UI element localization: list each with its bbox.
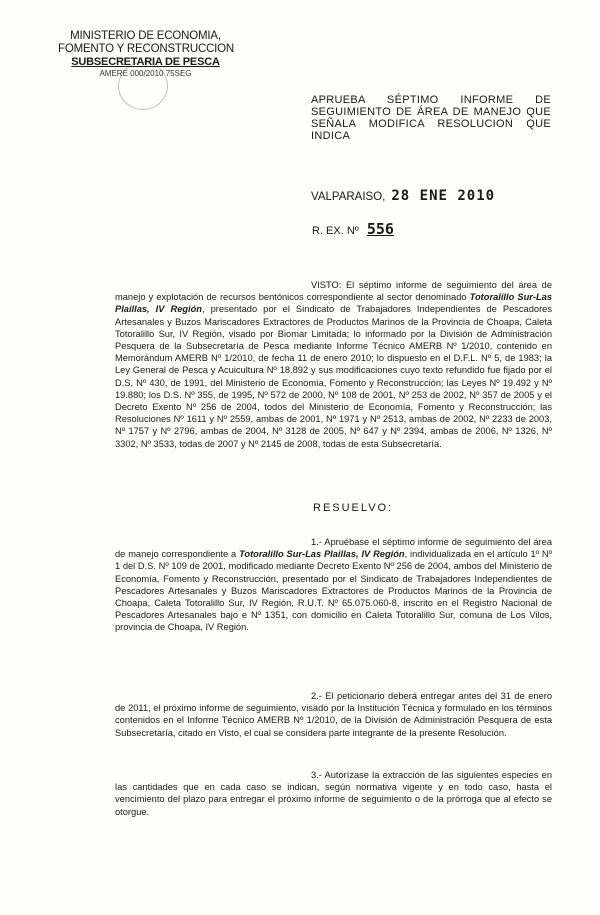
resuelvo-heading: RESUELVO:: [313, 502, 394, 514]
resolution-title: APRUEBA SÉPTIMO INFORME DE SEGUIMIENTO DE ÁREA DE MANEJO QUE SEÑALA MODIFICA RESOLUCION QUE INDICA: [311, 94, 551, 142]
article-2: 2.- El peticionario deberá entregar antes del 31 de enero de 2011, el próximo informe de seguimiento, visado por la Institución Técnica y formulado en los términos contenidos en el Informe Técnico AMERB Nº 1/2010, de la División de Administración Pesquera de esta Subsecretaría, citado en Visto, el cual se considera parte integrante de la presente Resolución.: [115, 691, 552, 738]
resolution-number: 556: [366, 220, 394, 238]
subsecretaria-line: SUBSECRETARIA DE PESCA: [71, 56, 220, 68]
area-name-2: Totoralillo Sur-Las Plaillas, IV Región: [239, 549, 405, 560]
seal-stamp-icon: [118, 62, 168, 110]
ministry-line: MINISTERIO DE ECONOMIA,: [70, 30, 221, 42]
date-stamp: 28 ENE 2010: [391, 188, 496, 204]
ministry-line-2: FOMENTO Y RECONSTRUCCION: [58, 43, 235, 55]
area-name: Totoralillo Sur-Las Plaillas, IV Región: [115, 292, 552, 315]
reference-code: AMERE 000/2010 75SEG: [99, 69, 192, 78]
article-3: 3.- Autorízase la extracción de las siguientes especies en las cantidades que en cada caso se indican, según normativa vigente y en todo caso, hasta el vencimiento del plazo para entregar el próximo informe de seguimiento o de la prórroga que al efecto se otorgue.: [115, 770, 552, 817]
date-line: [311, 188, 495, 204]
resolution-label: R. EX. Nº: [312, 225, 359, 237]
visto-paragraph: VISTO: El séptimo informe de seguimiento del área de manejo y explotación de recursos bentónicos correspondiente al sector denominado Totoralillo Sur-Las Plaillas, IV Región, presentado por el Sindicato de Trabajadores Independientes de Pescadores Artesanales y Buzos Mariscadores Extractores de Productos Marinos de la Provincia de Choapa, Caleta Totoralillo Sur, IV Región, visado por Biomar Limitada; lo informado por la División de Administración Pesquera de la Subsecretaría de Pesca mediante Informe Técnico AMERB Nº 1/2010, contenido en Memorándum AMERB Nº 1/2010, de fecha 11 de enero 2010; lo dispuesto en el D.F.L. Nº 5, de 1983; la Ley General de Pesca y Acuicultura Nº 18.892 y sus modificaciones cuyo texto refundido fue fijado por el D.S. Nº 430, de 1991, del Ministerio de Economía, Fomento y Reconstrucción; las Leyes Nº 19.492 y Nº 19.880; los D.S. Nº 355, de 1995, Nº 572 de 2000, Nº 108 de 2001, Nº 253 de 2002, Nº 357 de 2005 y el Decreto Exento Nº 256 de 2004, todos del Ministerio de Economía, Fomento y Reconstrucción; las Resoluciones Nº 1611 y Nº 2559, ambas de 2001, Nº 1971 y Nº 2513, ambas de 2002, Nº 2233 de 2003, Nº 1757 y Nº 2796, ambas de 2004, Nº 3128 de 2005, Nº 647 y Nº 2394, ambas de 2006, Nº 1326, Nº 3302, Nº 3533, todas de 2007 y Nº 2145 de 2008, todas de esta Subsecretaría.: [115, 280, 552, 449]
date-place: VALPARAISO,: [311, 191, 386, 203]
resolution-number-line: [312, 220, 394, 238]
article-1: 1.- Apruébase el séptimo informe de seguimiento del área de manejo correspondiente a Totoralillo Sur-Las Plaillas, IV Región, individualizada en el artículo 1º Nº 1 del D.S. Nº 109 de 2001, modificado mediante Decreto Exento Nº 256 de 2004, ambos del Ministerio de Economía, Fomento y Reconstrucción, presentado por el Sindicato de Trabajadores Independientes de Pescadores Artesanales y Buzos Mariscadores Extractores de Productos Marinos de la Provincia de Choapa, Caleta Totoralillo Sur, IV Región, R.U.T. Nº 65.075.060-8, inscrito en el Registro Nacional de Pescadores Artesanales bajo e Nº 1351, con domicilio en Caleta Totoralillo Sur, comuna de Los Vilos, provincia de Choapa, IV Región.: [115, 537, 552, 633]
